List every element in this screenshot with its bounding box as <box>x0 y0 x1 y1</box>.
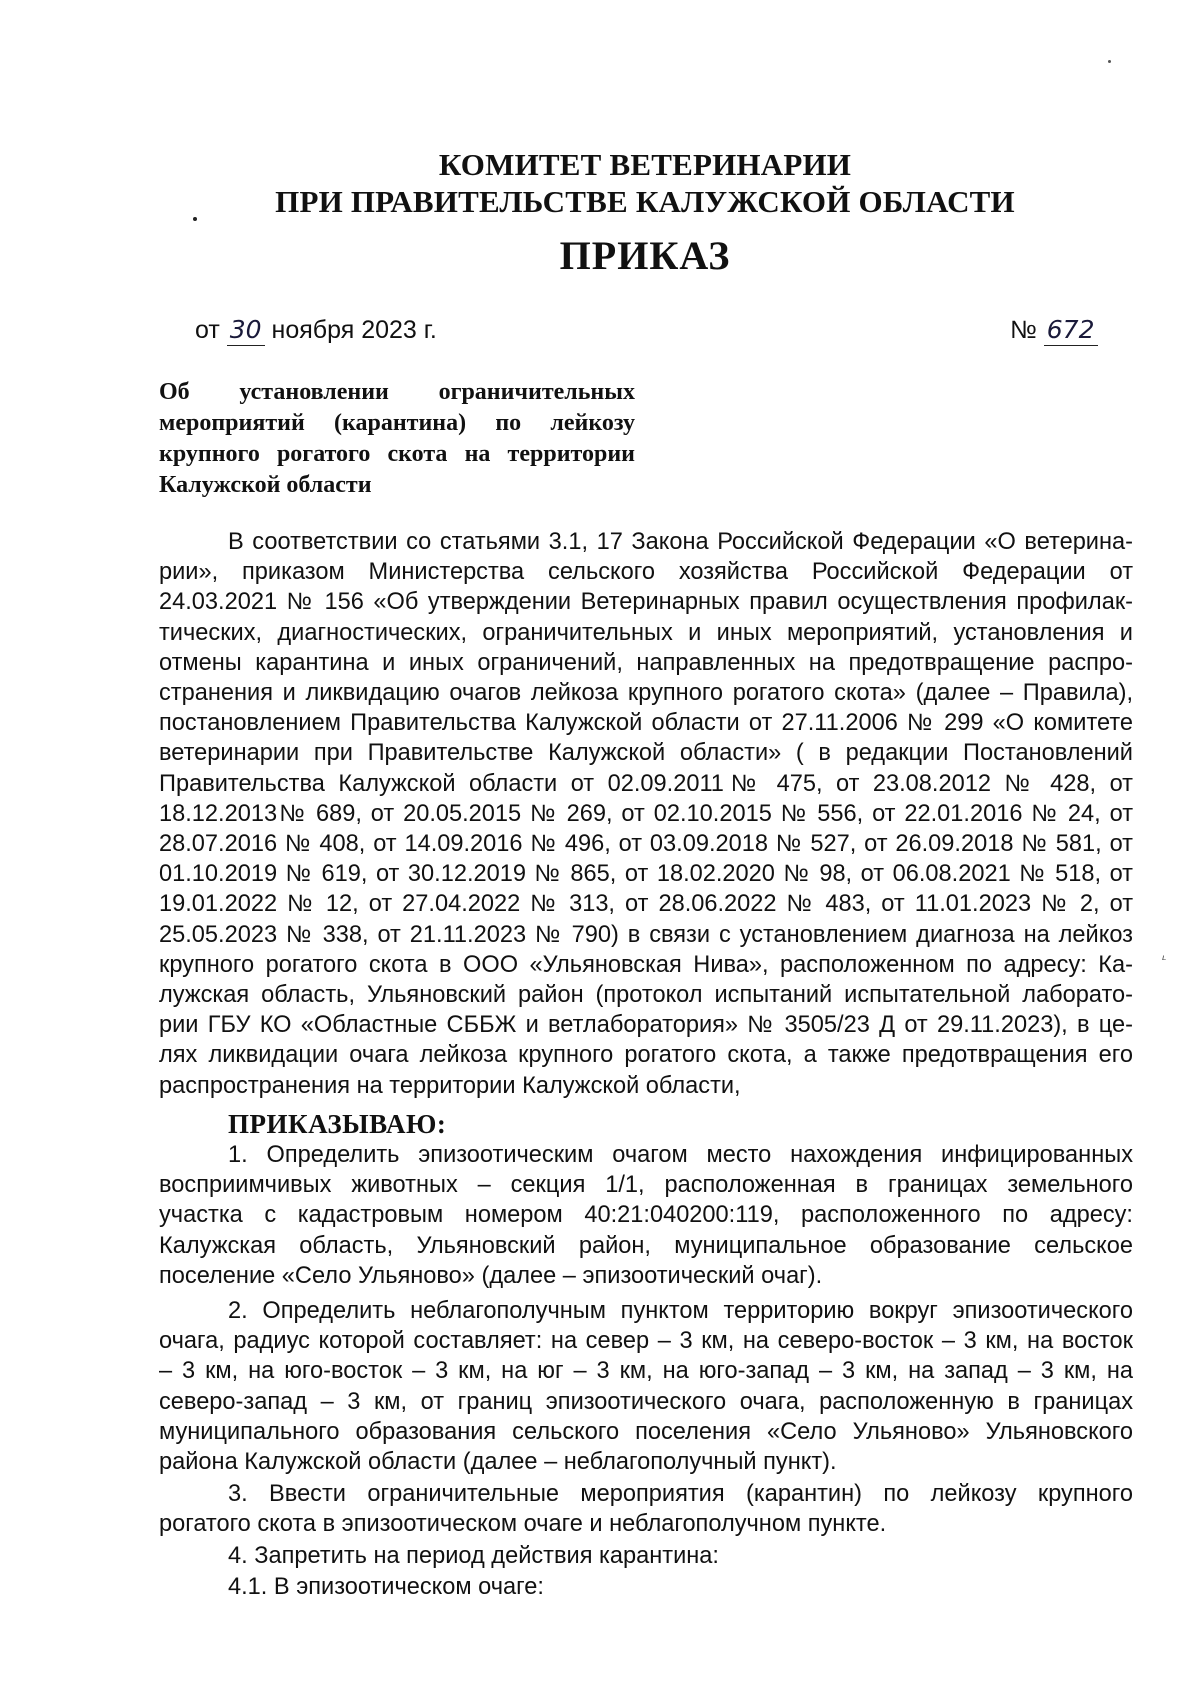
date-prefix: от <box>195 316 220 344</box>
preamble-line: 28.07.2016 № 408, от 14.09.2016 № 496, от 03.09.2018 № 527, от 26.09.2018 № 581, от <box>159 831 1133 858</box>
preamble-line: крупного рогатого скота в ООО «Ульяновская Нива», расположенном по адресу: Ка- <box>159 951 1133 978</box>
item-4-1-line: 4.1. В эпизоотическом очаге: <box>228 1574 544 1600</box>
preamble-line: странения и ликвидацию очагов лейкоза крупного рогатого скота» (далее – Правила), <box>159 680 1133 707</box>
subject-line: мероприятий (карантина) по лейкозу <box>159 410 635 436</box>
item-1-line: 1. Определить эпизоотическим очагом место нахождения инфицированных <box>228 1142 1133 1168</box>
preamble-line: 24.03.2021 № 156 «Об утверждении Ветеринарных правил осуществления профилак- <box>159 589 1133 616</box>
item-4-1-paragraph <box>159 1572 1133 1602</box>
document-date <box>195 315 437 346</box>
subject-line: крупного рогатого скота на территории <box>159 441 635 467</box>
preamble-line: 19.01.2022 № 12, от 27.04.2022 № 313, от 28.06.2022 № 483, от 11.01.2023 № 2, от <box>159 891 1133 918</box>
item-1-paragraph <box>159 1140 1133 1291</box>
item-2-line: очага, радиус которой составляет: на север – 3 км, на северо-восток – 3 км, на восток <box>159 1328 1133 1355</box>
preamble-line: 18.12.2013№ 689, от 20.05.2015 № 269, от 02.10.2015 № 556, от 22.01.2016 № 24, от <box>159 800 1133 827</box>
number-value-handwritten: 672 <box>1044 315 1098 346</box>
preamble-line: лужская область, Ульяновский район (протокол испытаний испытательной лаборато- <box>159 982 1133 1009</box>
item-4-line: 4. Запретить на период действия карантина: <box>228 1543 719 1569</box>
date-month-year: ноября 2023 г. <box>271 316 437 344</box>
preamble-paragraph <box>159 527 1133 1101</box>
item-2-line: муниципального образования сельского поселения «Село Ульяново» Ульяновского <box>159 1418 1133 1445</box>
item-3-paragraph <box>159 1479 1133 1539</box>
item-1-line: Калужская область, Ульяновский район, муниципальное образование сельское <box>159 1232 1133 1259</box>
item-3-line: рогатого скота в эпизоотическом очаге и неблагополучном пункте. <box>159 1511 887 1538</box>
preamble-line: ветеринарии при Правительстве Калужской области» ( в редакции Постановлений <box>159 740 1133 767</box>
item-1-line: участка с кадастровым номером 40:21:040200:119, расположенного по адресу: <box>159 1202 1133 1229</box>
preamble-line: отмены карантина и иных ограничений, направленных на предотвращение распро- <box>159 649 1133 676</box>
document-subject <box>159 377 635 501</box>
organization-line-2: ПРИ ПРАВИТЕЛЬСТВЕ КАЛУЖСКОЙ ОБЛАСТИ <box>275 184 1015 219</box>
item-1-line: восприимчивых животных – секция 1/1, расположенная в границах земельного <box>159 1172 1133 1199</box>
margin-pen-mark: ᴸ <box>1162 953 1167 967</box>
preamble-line: Правительства Калужской области от 02.09.2011№ 475, от 23.08.2012 № 428, от <box>159 770 1133 797</box>
document-number <box>1010 315 1098 346</box>
item-1-line: поселение «Село Ульяново» (далее – эпизоотический очаг). <box>159 1262 823 1289</box>
date-day-handwritten: 30 <box>227 315 265 346</box>
item-2-line: – 3 км, на юго-восток – 3 км, на юг – 3 км, на юго-запад – 3 км, на запад – 3 км, на <box>159 1358 1133 1385</box>
item-2-line: 2. Определить неблагополучным пунктом территорию вокруг эпизоотического <box>228 1298 1133 1324</box>
document-type-title: ПРИКАЗ <box>559 233 731 278</box>
order-heading: ПРИКАЗЫВАЮ: <box>228 1109 447 1139</box>
preamble-line: В соответствии со статьями 3.1, 17 Закона Российской Федерации «О ветерина- <box>228 529 1133 555</box>
subject-line: Калужской области <box>159 472 372 498</box>
item-2-line: северо-запад – 3 км, от границ эпизоотического очага, расположенную в границах <box>159 1388 1133 1415</box>
preamble-line: постановлением Правительства Калужской области от 27.11.2006 № 299 «О комитете <box>159 710 1133 737</box>
preamble-line: рии ГБУ КО «Областные СББЖ и ветлаборатория» № 3505/23 Д от 29.11.2023), в це- <box>159 1012 1133 1039</box>
scan-speck <box>1108 60 1111 63</box>
scan-dot <box>193 217 197 221</box>
preamble-line: лях ликвидации очага лейкоза крупного рогатого скота, а также предотвращения его <box>159 1042 1133 1069</box>
subject-line: Об установлении ограничительных <box>159 379 635 405</box>
organization-line-1: КОМИТЕТ ВЕТЕРИНАРИИ <box>438 147 852 182</box>
preamble-line: тических, диагностических, ограничительных и иных мероприятий, установления и <box>159 619 1133 646</box>
organization-name <box>0 146 1200 220</box>
preamble-line: 25.05.2023 № 338, от 21.11.2023 № 790) в связи с установлением диагноза на лейкоз <box>159 921 1133 948</box>
preamble-line: рии», приказом Министерства сельского хозяйства Российской Федерации от <box>159 559 1133 586</box>
item-3-line: 3. Ввести ограничительные мероприятия (карантин) по лейкозу крупного <box>228 1481 1133 1507</box>
item-4-paragraph <box>159 1541 1133 1571</box>
preamble-line: 01.10.2019 № 619, от 30.12.2019 № 865, от 18.02.2020 № 98, от 06.08.2021 № 518, от <box>159 861 1133 888</box>
preamble-line: распространения на территории Калужской области, <box>159 1072 741 1099</box>
item-2-line: района Калужской области (далее – неблагополучный пункт). <box>159 1449 837 1476</box>
number-prefix: № <box>1010 316 1037 344</box>
item-2-paragraph <box>159 1296 1133 1477</box>
